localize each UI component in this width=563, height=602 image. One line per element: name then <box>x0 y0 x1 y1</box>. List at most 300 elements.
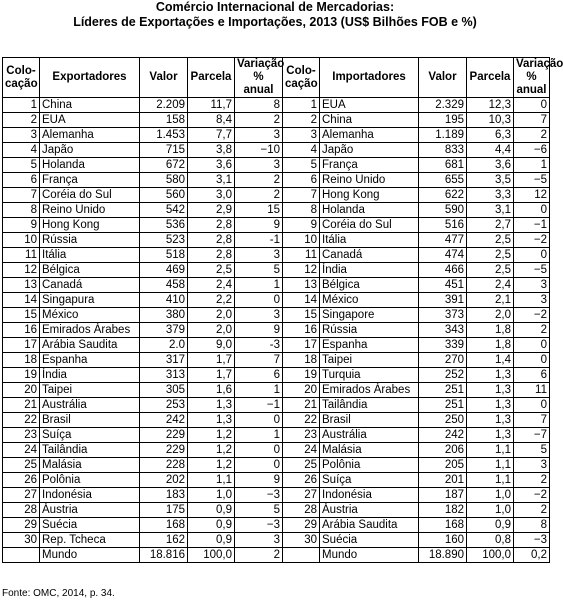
rank-cell: 26 <box>3 473 40 488</box>
importer-name: Canadá <box>320 248 419 263</box>
export-share: 1,2 <box>188 428 235 443</box>
rank-cell: 13 <box>3 278 40 293</box>
export-change: 8 <box>235 98 283 113</box>
table-row <box>3 458 550 473</box>
rank-cell: 5 <box>3 158 40 173</box>
export-change: 1 <box>235 383 283 398</box>
import-change: −5 <box>514 173 550 188</box>
exporter-name: Japão <box>40 143 140 158</box>
import-value: 205 <box>419 458 467 473</box>
exporter-name: Reino Unido <box>40 203 140 218</box>
import-change: 0 <box>514 338 550 353</box>
export-value: 175 <box>140 503 188 518</box>
rank-cell: 21 <box>3 398 40 413</box>
export-share: 0,9 <box>188 533 235 548</box>
export-share: 8,4 <box>188 113 235 128</box>
import-change: 8 <box>514 518 550 533</box>
exporter-name: Hong Kong <box>40 218 140 233</box>
import-share: 2,5 <box>467 248 514 263</box>
table-row <box>3 443 550 458</box>
exporter-name: Singapura <box>40 293 140 308</box>
rank-cell: 4 <box>283 143 320 158</box>
rank-cell: 9 <box>283 218 320 233</box>
exporter-name: China <box>40 98 140 113</box>
import-value: 343 <box>419 323 467 338</box>
export-share: 1,1 <box>188 473 235 488</box>
export-change: 3 <box>235 158 283 173</box>
export-value: 2.0 <box>140 338 188 353</box>
table-row <box>3 518 550 533</box>
import-share: 3,6 <box>467 158 514 173</box>
export-share: 2,4 <box>188 278 235 293</box>
import-value: 833 <box>419 143 467 158</box>
exporter-name: Espanha <box>40 353 140 368</box>
import-value: 270 <box>419 353 467 368</box>
import-share: 1,0 <box>467 503 514 518</box>
importer-name: Taipei <box>320 353 419 368</box>
import-change: −6 <box>514 143 550 158</box>
table-row <box>3 263 550 278</box>
exporter-name: Suécia <box>40 518 140 533</box>
exporter-name: Brasil <box>40 413 140 428</box>
importer-name: Itália <box>320 233 419 248</box>
import-change: 0 <box>514 98 550 113</box>
import-share: 1,3 <box>467 368 514 383</box>
header-exporters: Exportadores <box>40 58 140 98</box>
table-row <box>3 113 550 128</box>
export-value: 202 <box>140 473 188 488</box>
export-change: 5 <box>235 263 283 278</box>
import-share: 3,3 <box>467 188 514 203</box>
exporter-name: Canadá <box>40 278 140 293</box>
import-change: −1 <box>514 218 550 233</box>
import-value: 516 <box>419 218 467 233</box>
rank-cell: 27 <box>283 488 320 503</box>
import-value: 168 <box>419 518 467 533</box>
exporter-name: Emirados Árabes <box>40 323 140 338</box>
import-share: 1,3 <box>467 383 514 398</box>
export-share: 1,7 <box>188 353 235 368</box>
import-value: 681 <box>419 158 467 173</box>
rank-cell: 20 <box>3 383 40 398</box>
header-share: Parcela <box>467 58 514 98</box>
export-change: −3 <box>235 518 283 533</box>
import-value: 201 <box>419 473 467 488</box>
total-rank-cell <box>3 548 40 563</box>
export-value: 560 <box>140 188 188 203</box>
rank-cell: 2 <box>283 113 320 128</box>
export-change: 9 <box>235 218 283 233</box>
export-share: 1,0 <box>188 488 235 503</box>
importer-name: Bélgica <box>320 278 419 293</box>
export-change: 0 <box>235 458 283 473</box>
import-value: 1.189 <box>419 128 467 143</box>
importer-name: Singapore <box>320 308 419 323</box>
export-change: 3 <box>235 308 283 323</box>
import-value: 474 <box>419 248 467 263</box>
table-row <box>3 203 550 218</box>
export-change: −1 <box>235 398 283 413</box>
export-share: 2,9 <box>188 203 235 218</box>
export-change: 15 <box>235 203 283 218</box>
export-change: -3 <box>235 338 283 353</box>
table-row <box>3 173 550 188</box>
import-change: 5 <box>514 443 550 458</box>
rank-cell: 19 <box>283 368 320 383</box>
import-share: 0,8 <box>467 533 514 548</box>
rank-cell: 18 <box>283 353 320 368</box>
table-row <box>3 413 550 428</box>
export-share: 2,8 <box>188 248 235 263</box>
rank-cell: 7 <box>3 188 40 203</box>
export-value: 2.209 <box>140 98 188 113</box>
table-row <box>3 233 550 248</box>
total-rank-cell <box>283 548 320 563</box>
rank-cell: 26 <box>283 473 320 488</box>
import-share: 1,1 <box>467 458 514 473</box>
import-change: 0 <box>514 248 550 263</box>
importer-name: Japão <box>320 143 419 158</box>
import-change: −2 <box>514 488 550 503</box>
export-value: 1.453 <box>140 128 188 143</box>
import-share: 1,8 <box>467 338 514 353</box>
importer-name: EUA <box>320 98 419 113</box>
exporter-name: Alemanha <box>40 128 140 143</box>
import-change: 2 <box>514 503 550 518</box>
table-row <box>3 533 550 548</box>
import-value: 339 <box>419 338 467 353</box>
table-title: Comércio Internacional de Mercadorias: <box>155 0 395 14</box>
import-change: −7 <box>514 428 550 443</box>
export-share: 0,9 <box>188 518 235 533</box>
exporter-name: Taipei <box>40 383 140 398</box>
header-value: Valor <box>140 58 188 98</box>
importer-name: Coréia do Sul <box>320 218 419 233</box>
export-value: 523 <box>140 233 188 248</box>
importer-name: Hong Kong <box>320 188 419 203</box>
importer-name: Indonésia <box>320 488 419 503</box>
importer-name: Brasil <box>320 413 419 428</box>
import-change: 11 <box>514 383 550 398</box>
table-row <box>3 158 550 173</box>
rank-cell: 15 <box>283 308 320 323</box>
export-value: 715 <box>140 143 188 158</box>
export-value: 305 <box>140 383 188 398</box>
rank-cell: 10 <box>283 233 320 248</box>
import-change: 3 <box>514 458 550 473</box>
import-share: 3,5 <box>467 173 514 188</box>
import-share: 2,4 <box>467 278 514 293</box>
export-value: 317 <box>140 353 188 368</box>
rank-cell: 10 <box>3 233 40 248</box>
import-change: 0 <box>514 353 550 368</box>
total-label: Mundo <box>40 548 140 563</box>
import-value: 187 <box>419 488 467 503</box>
import-change: 3 <box>514 293 550 308</box>
table-row <box>3 188 550 203</box>
header-row <box>3 58 550 98</box>
exporter-name: Áustria <box>40 503 140 518</box>
export-share: 2,8 <box>188 233 235 248</box>
source-note: Fonte: OMC, 2014, p. 34. <box>2 588 115 599</box>
header-change: Variação % anual <box>235 58 283 98</box>
export-share: 1,6 <box>188 383 235 398</box>
export-change: 6 <box>235 368 283 383</box>
table-body <box>3 98 550 563</box>
import-change: 0 <box>514 203 550 218</box>
exporter-name: Arábia Saudita <box>40 338 140 353</box>
export-value: 542 <box>140 203 188 218</box>
total-export-change: 2 <box>235 548 283 563</box>
exporter-name: França <box>40 173 140 188</box>
import-share: 1,1 <box>467 473 514 488</box>
total-row <box>3 548 550 563</box>
import-share: 1,3 <box>467 398 514 413</box>
rank-cell: 30 <box>283 533 320 548</box>
rank-cell: 19 <box>3 368 40 383</box>
importer-name: Austrália <box>320 428 419 443</box>
export-share: 3,0 <box>188 188 235 203</box>
export-change: −10 <box>235 143 283 158</box>
rank-cell: 14 <box>283 293 320 308</box>
exporter-name: Tailândia <box>40 443 140 458</box>
export-change: 3 <box>235 248 283 263</box>
import-value: 373 <box>419 308 467 323</box>
exporter-name: Austrália <box>40 398 140 413</box>
exporter-name: Rússia <box>40 233 140 248</box>
export-change: −3 <box>235 488 283 503</box>
import-change: −2 <box>514 233 550 248</box>
export-change: 1 <box>235 428 283 443</box>
table-row <box>3 323 550 338</box>
import-change: 2 <box>514 128 550 143</box>
export-share: 1,2 <box>188 458 235 473</box>
export-change: 0 <box>235 293 283 308</box>
export-value: 580 <box>140 173 188 188</box>
table-row <box>3 338 550 353</box>
rank-cell: 20 <box>283 383 320 398</box>
table-row <box>3 293 550 308</box>
importer-name: Arábia Saudita <box>320 518 419 533</box>
rank-cell: 18 <box>3 353 40 368</box>
import-value: 251 <box>419 383 467 398</box>
export-share: 2,2 <box>188 293 235 308</box>
import-change: −2 <box>514 308 550 323</box>
export-value: 518 <box>140 248 188 263</box>
import-value: 206 <box>419 443 467 458</box>
total-import-change: 0,2 <box>514 548 550 563</box>
rank-cell: 29 <box>283 518 320 533</box>
table-row <box>3 128 550 143</box>
import-value: 182 <box>419 503 467 518</box>
header-change: Variação % anual <box>514 58 550 98</box>
header-rank: Colo-cação <box>3 58 40 98</box>
export-value: 536 <box>140 218 188 233</box>
exporter-name: Bélgica <box>40 263 140 278</box>
import-change: 12 <box>514 188 550 203</box>
rank-cell: 8 <box>283 203 320 218</box>
table-row <box>3 383 550 398</box>
import-share: 1,0 <box>467 488 514 503</box>
export-change: 3 <box>235 533 283 548</box>
export-share: 3,6 <box>188 158 235 173</box>
export-value: 162 <box>140 533 188 548</box>
export-change: 2 <box>235 173 283 188</box>
import-share: 2,0 <box>467 308 514 323</box>
rank-cell: 24 <box>283 443 320 458</box>
total-export-value: 18.816 <box>140 548 188 563</box>
rank-cell: 25 <box>3 458 40 473</box>
export-value: 380 <box>140 308 188 323</box>
table-row <box>3 503 550 518</box>
export-value: 158 <box>140 113 188 128</box>
importer-name: Alemanha <box>320 128 419 143</box>
import-share: 1,8 <box>467 323 514 338</box>
import-share: 1,3 <box>467 428 514 443</box>
table-row <box>3 473 550 488</box>
import-share: 1,4 <box>467 353 514 368</box>
export-share: 2,8 <box>188 218 235 233</box>
rank-cell: 23 <box>3 428 40 443</box>
export-share: 11,7 <box>188 98 235 113</box>
exporter-name: México <box>40 308 140 323</box>
importer-name: França <box>320 158 419 173</box>
import-change: 3 <box>514 278 550 293</box>
rank-cell: 17 <box>3 338 40 353</box>
table-row <box>3 488 550 503</box>
table-row <box>3 98 550 113</box>
importer-name: Áustria <box>320 503 419 518</box>
header-value: Valor <box>419 58 467 98</box>
import-share: 4,4 <box>467 143 514 158</box>
import-change: 0 <box>514 398 550 413</box>
import-share: 1,1 <box>467 443 514 458</box>
header-importers: Importadores <box>320 58 419 98</box>
export-value: 228 <box>140 458 188 473</box>
rank-cell: 28 <box>283 503 320 518</box>
table-row <box>3 278 550 293</box>
rank-cell: 9 <box>3 218 40 233</box>
export-change: 0 <box>235 443 283 458</box>
rank-cell: 12 <box>283 263 320 278</box>
rank-cell: 6 <box>283 173 320 188</box>
export-share: 1,2 <box>188 443 235 458</box>
export-value: 253 <box>140 398 188 413</box>
rank-cell: 21 <box>283 398 320 413</box>
import-value: 622 <box>419 188 467 203</box>
importer-name: Suíça <box>320 473 419 488</box>
import-change: 6 <box>514 368 550 383</box>
exporter-name: Indonésia <box>40 488 140 503</box>
import-value: 250 <box>419 413 467 428</box>
table-row <box>3 398 550 413</box>
import-share: 2,5 <box>467 233 514 248</box>
export-change: 2 <box>235 113 283 128</box>
export-change: 7 <box>235 353 283 368</box>
table-row <box>3 248 550 263</box>
importer-name: Reino Unido <box>320 173 419 188</box>
rank-cell: 14 <box>3 293 40 308</box>
export-value: 672 <box>140 158 188 173</box>
import-share: 6,3 <box>467 128 514 143</box>
import-share: 10,3 <box>467 113 514 128</box>
export-value: 229 <box>140 443 188 458</box>
rank-cell: 12 <box>3 263 40 278</box>
export-share: 2,0 <box>188 308 235 323</box>
export-value: 313 <box>140 368 188 383</box>
total-import-value: 18.890 <box>419 548 467 563</box>
export-change: -1 <box>235 233 283 248</box>
import-change: 7 <box>514 413 550 428</box>
import-share: 0,9 <box>467 518 514 533</box>
trade-table <box>2 57 563 563</box>
export-value: 469 <box>140 263 188 278</box>
export-value: 229 <box>140 428 188 443</box>
importer-name: México <box>320 293 419 308</box>
rank-cell: 28 <box>3 503 40 518</box>
importer-name: China <box>320 113 419 128</box>
import-share: 12,3 <box>467 98 514 113</box>
exporter-name: Malásia <box>40 458 140 473</box>
import-share: 2,7 <box>467 218 514 233</box>
table-row <box>3 308 550 323</box>
rank-cell: 13 <box>283 278 320 293</box>
import-change: 1 <box>514 158 550 173</box>
table-row <box>3 368 550 383</box>
import-value: 451 <box>419 278 467 293</box>
import-value: 477 <box>419 233 467 248</box>
importer-name: Emirados Árabes <box>320 383 419 398</box>
exporter-name: Índia <box>40 368 140 383</box>
export-share: 1,3 <box>188 398 235 413</box>
rank-cell: 15 <box>3 308 40 323</box>
rank-cell: 24 <box>3 443 40 458</box>
header-share: Parcela <box>188 58 235 98</box>
export-value: 183 <box>140 488 188 503</box>
total-label: Mundo <box>320 548 419 563</box>
import-share: 3,1 <box>467 203 514 218</box>
rank-cell: 1 <box>3 98 40 113</box>
header-rank: Colo-cação <box>283 58 320 98</box>
rank-cell: 22 <box>3 413 40 428</box>
import-value: 242 <box>419 428 467 443</box>
rank-cell: 7 <box>283 188 320 203</box>
import-share: 2,1 <box>467 293 514 308</box>
import-change: 7 <box>514 113 550 128</box>
rank-cell: 2 <box>3 113 40 128</box>
export-change: 2 <box>235 188 283 203</box>
exporter-name: Polônia <box>40 473 140 488</box>
table-row <box>3 353 550 368</box>
export-share: 1,3 <box>188 413 235 428</box>
rank-cell: 11 <box>283 248 320 263</box>
export-share: 2,0 <box>188 323 235 338</box>
export-share: 0,9 <box>188 503 235 518</box>
export-value: 168 <box>140 518 188 533</box>
import-share: 1,3 <box>467 413 514 428</box>
rank-cell: 3 <box>283 128 320 143</box>
import-change: −5 <box>514 263 550 278</box>
exporter-name: Itália <box>40 248 140 263</box>
import-value: 160 <box>419 533 467 548</box>
export-share: 3,1 <box>188 173 235 188</box>
rank-cell: 11 <box>3 248 40 263</box>
importer-name: Holanda <box>320 203 419 218</box>
table-subtitle: Líderes de Exportações e Importações, 2013 (US$ Bilhões FOB e %) <box>73 15 477 29</box>
rank-cell: 8 <box>3 203 40 218</box>
import-value: 655 <box>419 173 467 188</box>
total-import-share: 100,0 <box>467 548 514 563</box>
